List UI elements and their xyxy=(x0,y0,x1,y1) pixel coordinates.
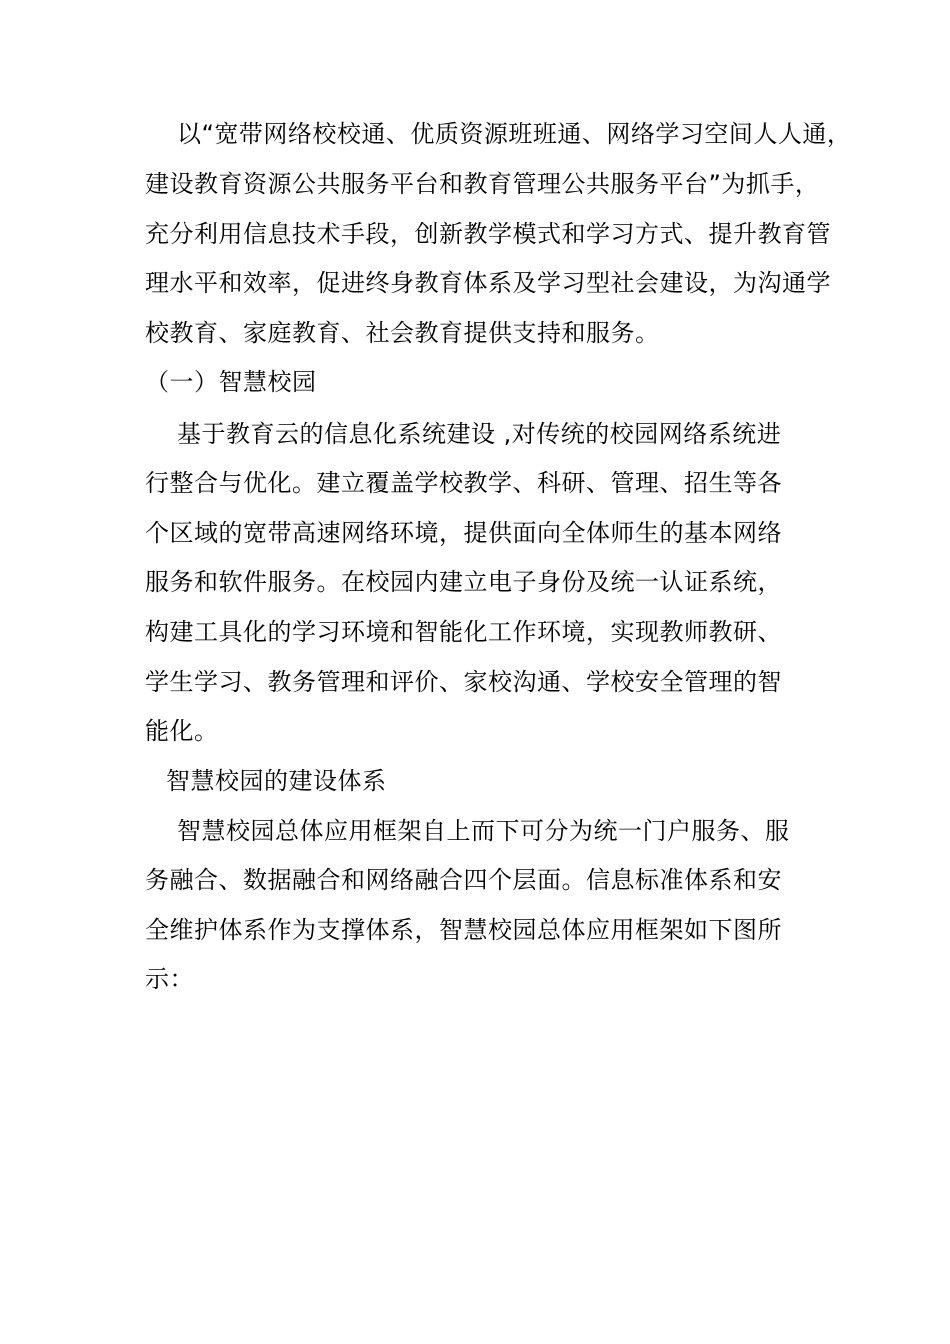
section-heading: （一）智慧校园 xyxy=(145,368,317,396)
intro-line-2: 建设教育资源公共服务平台和教育管理公共服务平台”为抓手， xyxy=(145,170,820,198)
intro-line-4: 理水平和效率，促进终身教育体系及学习型社会建设，为沟通学 xyxy=(145,269,831,297)
section-line-2: 行整合与优化。建立覆盖学校教学、科研、管理、招生等各 xyxy=(145,469,782,497)
section-line-6: 学生学习、教务管理和评价、家校沟通、学校安全管理的智 xyxy=(145,668,782,696)
section-line-4: 服务和软件服务。在校园内建立电子身份及统一认证系统， xyxy=(145,568,782,596)
subheading: 智慧校园的建设体系 xyxy=(166,767,387,795)
framework-line-1: 智慧校园总体应用框架自上而下可分为统一门户服务、服 xyxy=(177,817,790,845)
section-line-3: 个区域的宽带高速网络环境，提供面向全体师生的基本网络 xyxy=(145,519,782,547)
framework-line-4: 示： xyxy=(145,965,194,993)
section-line-7: 能化。 xyxy=(145,717,219,745)
intro-line-1: 以“宽带网络校校通、优质资源班班通、网络学习空间人人通， xyxy=(177,120,852,148)
framework-line-2: 务融合、数据融合和网络融合四个层面。信息标准体系和安 xyxy=(145,866,782,894)
section-line-1: 基于教育云的信息化系统建设 ,对传统的校园网络系统进 xyxy=(177,420,782,448)
intro-line-5: 校教育、家庭教育、社会教育提供支持和服务。 xyxy=(145,319,660,347)
intro-line-3: 充分利用信息技术手段，创新教学模式和学习方式、提升教育管 xyxy=(145,220,831,248)
framework-line-3: 全维护体系作为支撑体系，智慧校园总体应用框架如下图所 xyxy=(145,916,782,944)
section-line-5: 构建工具化的学习环境和智能化工作环境，实现教师教研、 xyxy=(145,618,782,646)
